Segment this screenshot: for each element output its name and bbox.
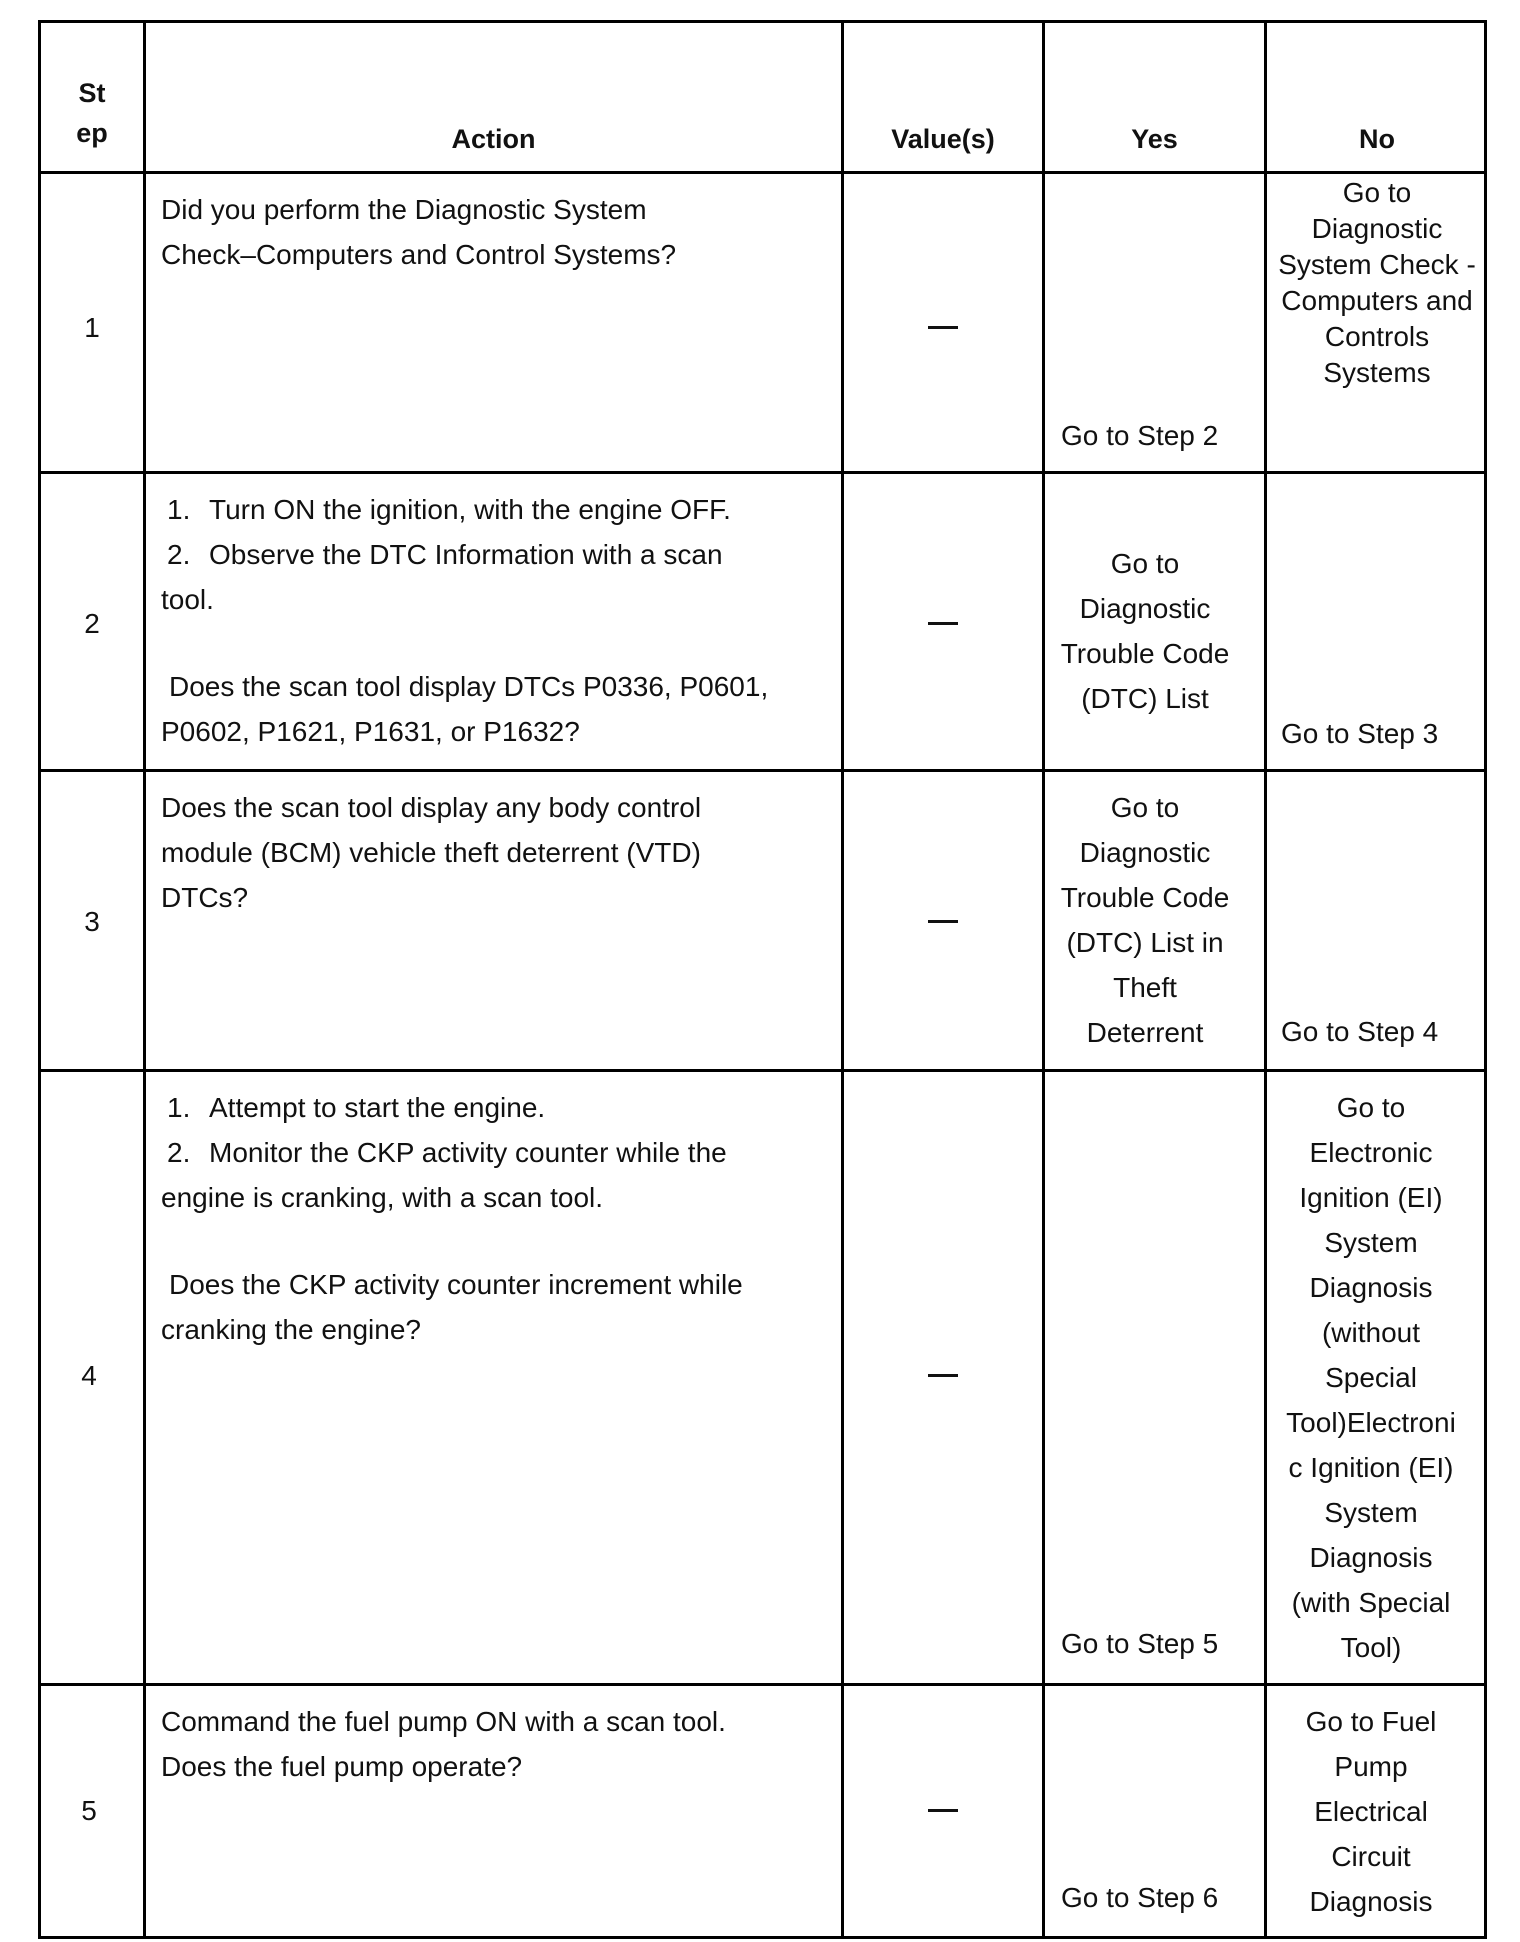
action-text: Command the fuel pump ON with a scan tool. Does the fuel pump operate? [161,1706,726,1782]
column-divider [1264,23,1267,1936]
action-step: 1. Attempt to start the engine. [167,1092,546,1123]
yes-action: Go to Step 2 [1061,420,1219,451]
header-action: Action [451,124,536,154]
em-dash [928,1374,958,1377]
no-action: Go to Step 3 [1281,718,1439,749]
yes-action: Go to Step 6 [1061,1882,1219,1913]
row-divider [41,1683,1484,1686]
action-step: 2. Monitor the CKP activity counter while the [167,1137,727,1168]
yes-action: Go to Diagnostic Trouble Code (DTC) List [1060,548,1230,714]
step-number: 5 [81,1795,97,1826]
em-dash [928,326,958,329]
header-step: St ep [76,78,108,148]
action-step-continuation: tool. [161,584,214,615]
column-divider [1042,23,1045,1936]
no-action: Go to Fuel Pump Electrical Circuit Diagnosis [1305,1706,1437,1917]
em-dash [928,622,958,625]
action-block [161,487,831,754]
row-divider [41,171,1484,174]
row-divider [41,471,1484,474]
action-question: Does the CKP activity counter increment while cranking the engine? [161,1269,743,1345]
column-divider [143,23,146,1936]
header-yes: Yes [1131,124,1178,154]
step-number: 1 [84,312,100,343]
no-action: Go to Electronic Ignition (EI) System Diagnosis (without Special Tool)Electronic Ignition (EI) System Diagnosis (with Special Tool) [1286,1092,1456,1663]
yes-action: Go to Diagnostic Trouble Code (DTC) List in Theft Deterrent [1060,792,1230,1048]
yes-action: Go to Step 5 [1061,1628,1219,1659]
em-dash [928,1809,958,1812]
action-block [161,1085,831,1352]
step-number: 3 [84,906,100,937]
row-divider [41,1069,1484,1072]
action-text: Does the scan tool display any body control module (BCM) vehicle theft deterrent (VTD) DTCs? [161,792,702,913]
header-no: No [1359,124,1395,154]
action-question: Does the scan tool display DTCs P0336, P0601, P0602, P1621, P1631, or P1632? [161,671,769,747]
action-step: 1. Turn ON the ignition, with the engine OFF. [167,494,731,525]
no-action: Go to Diagnostic System Check - Computers and Controls Systems [1278,177,1476,388]
em-dash [928,920,958,923]
header-values: Value(s) [891,124,995,154]
step-number: 2 [84,608,100,639]
row-divider [41,769,1484,772]
step-number: 4 [81,1360,97,1391]
diagnostic-table [38,20,1487,1939]
action-step-continuation: engine is cranking, with a scan tool. [161,1182,604,1213]
action-step: 2. Observe the DTC Information with a scan [167,539,723,570]
action-text: Did you perform the Diagnostic System Check–Computers and Control Systems? [161,194,677,270]
column-divider [841,23,844,1936]
no-action: Go to Step 4 [1281,1016,1439,1047]
